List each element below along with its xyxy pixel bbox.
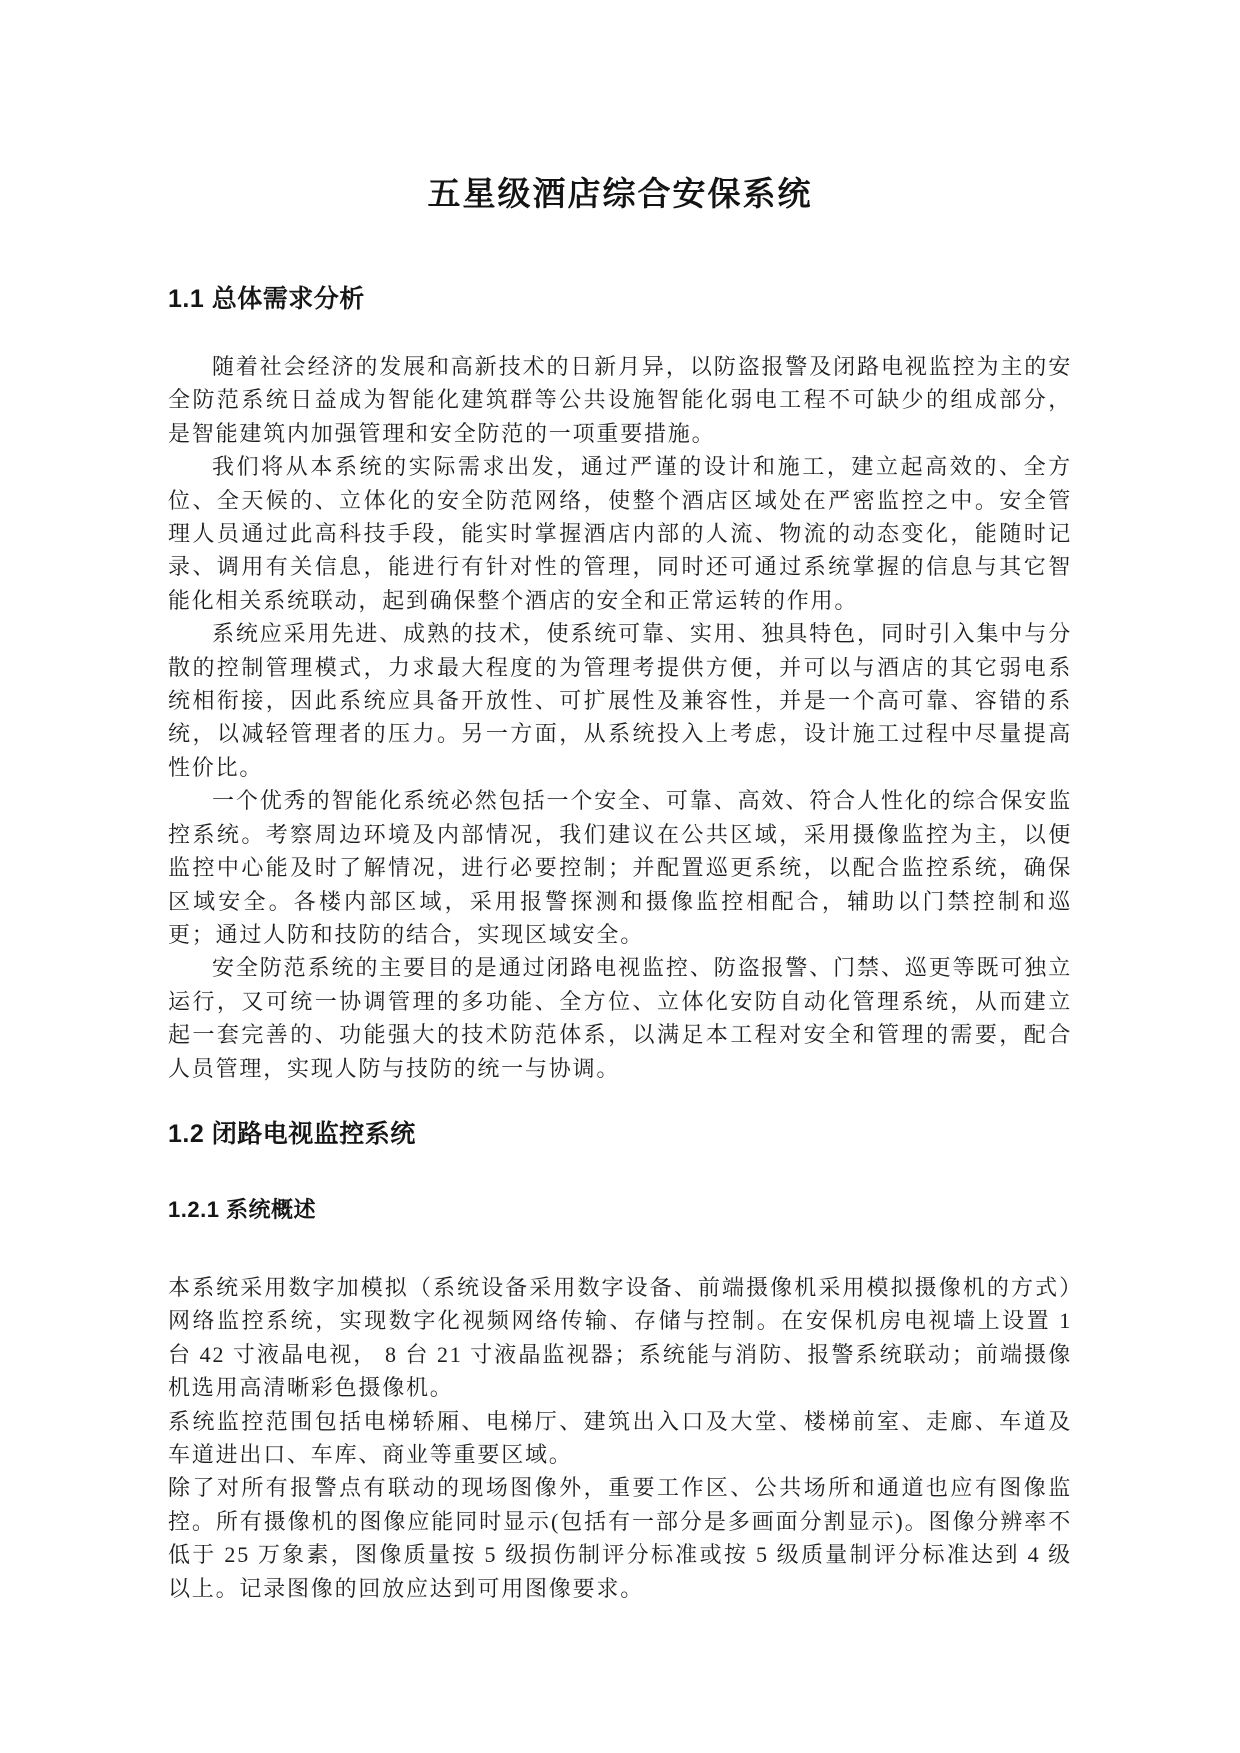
paragraph: 随着社会经济的发展和高新技术的日新月异，以防盗报警及闭路电视监控为主的安全防范系统日益成为智能化建筑群等公共设施智能化弱电工程不可缺少的组成部分，是智能建筑内加强管理和安全防范的一项重要措施。 <box>168 354 1072 446</box>
section-overall-body <box>168 350 1072 1085</box>
section-heading-overall-requirements: 1.1 总体需求分析 <box>168 285 365 313</box>
paragraph: 除了对所有报警点有联动的现场图像外，重要工作区、公共场所和通道也应有图像监控。所有摄像机的图像应能同时显示(包括有一部分是多画面分割显示)。图像分辨率不低于 25 万象素，图像质量按 5 级损伤制评分标准或按 5 级质量制评分标准达到 4 级以上。记录图像的回放应达到可用图像要求。 <box>168 1475 1072 1601</box>
subsection-overview-body <box>168 1271 1072 1605</box>
subsection-heading-system-overview: 1.2.1 系统概述 <box>168 1196 317 1222</box>
paragraph: 系统监控范围包括电梯轿厢、电梯厅、建筑出入口及大堂、楼梯前室、走廊、车道及车道进出口、车库、商业等重要区域。 <box>168 1408 1072 1467</box>
paragraph: 系统应采用先进、成熟的技术，使系统可靠、实用、独具特色，同时引入集中与分散的控制管理模式，力求最大程度的为管理考提供方便，并可以与酒店的其它弱电系统相衔接，因此系统应具备开放性、可扩展性及兼容性，并是一个高可靠、容错的系统，以减轻管理者的压力。另一方面，从系统投入上考虑，设计施工过程中尽量提高性价比。 <box>168 621 1072 780</box>
document-title: 五星级酒店综合安保系统 <box>427 177 813 213</box>
document-content <box>168 0 1072 1605</box>
paragraph: 本系统采用数字加模拟（系统设备采用数字设备、前端摄像机采用模拟摄像机的方式）网络监控系统，实现数字化视频网络传输、存储与控制。在安保机房电视墙上设置 1 台 42 寸液晶电视， 8 台 21 寸液晶监视器；系统能与消防、报警系统联动；前端摄像机选用高清晰彩色摄像机。 <box>168 1274 1072 1401</box>
paragraph: 我们将从本系统的实际需求出发，通过严谨的设计和施工，建立起高效的、全方位、全天候的、立体化的安全防范网络，使整个酒店区域处在严密监控之中。安全管理人员通过此高科技手段，能实时掌握酒店内部的人流、物流的动态变化，能随时记录、调用有关信息，能进行有针对性的管理，同时还可通过系统掌握的信息与其它智能化相关系统联动，起到确保整个酒店的安全和正常运转的作用。 <box>168 454 1072 613</box>
section-heading-cctv-system: 1.2 闭路电视监控系统 <box>168 1119 416 1148</box>
paragraph: 安全防范系统的主要目的是通过闭路电视监控、防盗报警、门禁、巡更等既可独立运行，又可统一协调管理的多功能、全方位、立体化安防自动化管理系统，从而建立起一套完善的、功能强大的技术防范体系，以满足本工程对安全和管理的需要，配合人员管理，实现人防与技防的统一与协调。 <box>168 955 1072 1081</box>
paragraph: 一个优秀的智能化系统必然包括一个安全、可靠、高效、符合人性化的综合保安监控系统。考察周边环境及内部情况，我们建议在公共区域，采用摄像监控为主，以便监控中心能及时了解情况，进行必要控制；并配置巡更系统，以配合监控系统，确保区域安全。各楼内部区域，采用报警探测和摄像监控相配合，辅助以门禁控制和巡更；通过人防和技防的结合，实现区域安全。 <box>168 788 1072 947</box>
